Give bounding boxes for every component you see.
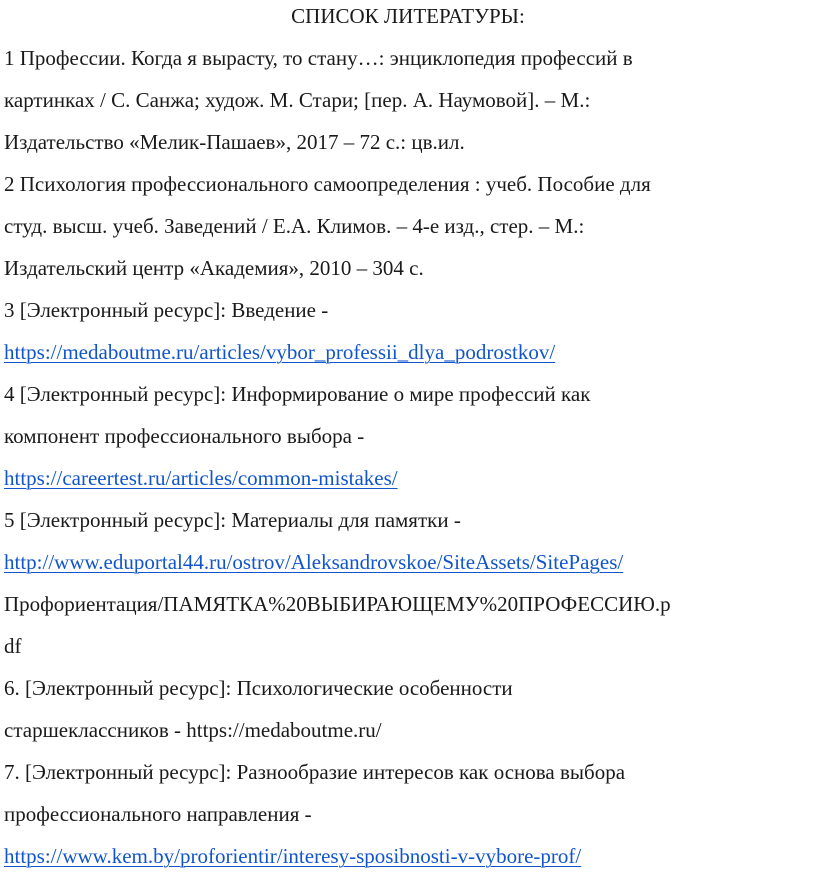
entry-3-link-line [4,338,555,366]
entry-5-continuation-1: Профориентация/ПАМЯТКА%20ВЫБИРАЮЩЕМУ%20ПРОФЕССИЮ.p [4,592,671,616]
entry-4-line-1: 4 [Электронный ресурс]: Информирование о мире профессий как [4,382,591,406]
entry-3-line-1: 3 [Электронный ресурс]: Введение - [4,298,329,322]
entry-5-continuation-2: df [4,634,22,658]
entry-5-link[interactable]: http://www.eduportal44.ru/ostrov/Aleksandrovskoe/SiteAssets/SitePages/ [4,550,624,574]
entry-1-line-1: 1 Профессии. Когда я вырасту, то стану…: энциклопедия профессий в [4,46,633,70]
entry-7-link[interactable]: https://www.kem.by/proforientir/interesy-sposibnosti-v-vybore-prof/ [4,844,582,868]
entry-4-link[interactable]: https://careertest.ru/articles/common-mistakes/ [4,466,398,490]
entry-7-line-1: 7. [Электронный ресурс]: Разнообразие интересов как основа выбора [4,760,626,784]
entry-3-link[interactable]: https://medaboutme.ru/articles/vybor_professii_dlya_podrostkov/ [4,340,556,364]
entry-6-line-2: старшеклассников - https://medaboutme.ru/ [4,718,382,742]
entry-1-line-3: Издательство «Мелик-Пашаев», 2017 – 72 с.: цв.ил. [4,130,465,154]
entry-4-line-2: компонент профессионального выбора - [4,424,365,448]
entry-2-line-1: 2 Психология профессионального самоопределения : учеб. Пособие для [4,172,651,196]
entry-7-line-2: профессионального направления - [4,802,312,826]
entry-2-line-2: студ. высш. учеб. Заведений / Е.А. Климов. – 4-е изд., стер. – М.: [4,214,585,238]
entry-2-line-3: Издательский центр «Академия», 2010 – 304 с. [4,256,424,280]
entry-1-line-2: картинках / С. Санжа; худож. М. Стари; [пер. А. Наумовой]. – М.: [4,88,591,112]
entry-5-link-line [4,548,623,576]
entry-4-link-line [4,464,398,492]
page-title: СПИСОК ЛИТЕРАТУРЫ: [291,4,525,28]
entry-6-line-1: 6. [Электронный ресурс]: Психологические особенности [4,676,513,700]
entry-5-line-1: 5 [Электронный ресурс]: Материалы для памятки - [4,508,461,532]
entry-7-link-line [4,842,581,870]
